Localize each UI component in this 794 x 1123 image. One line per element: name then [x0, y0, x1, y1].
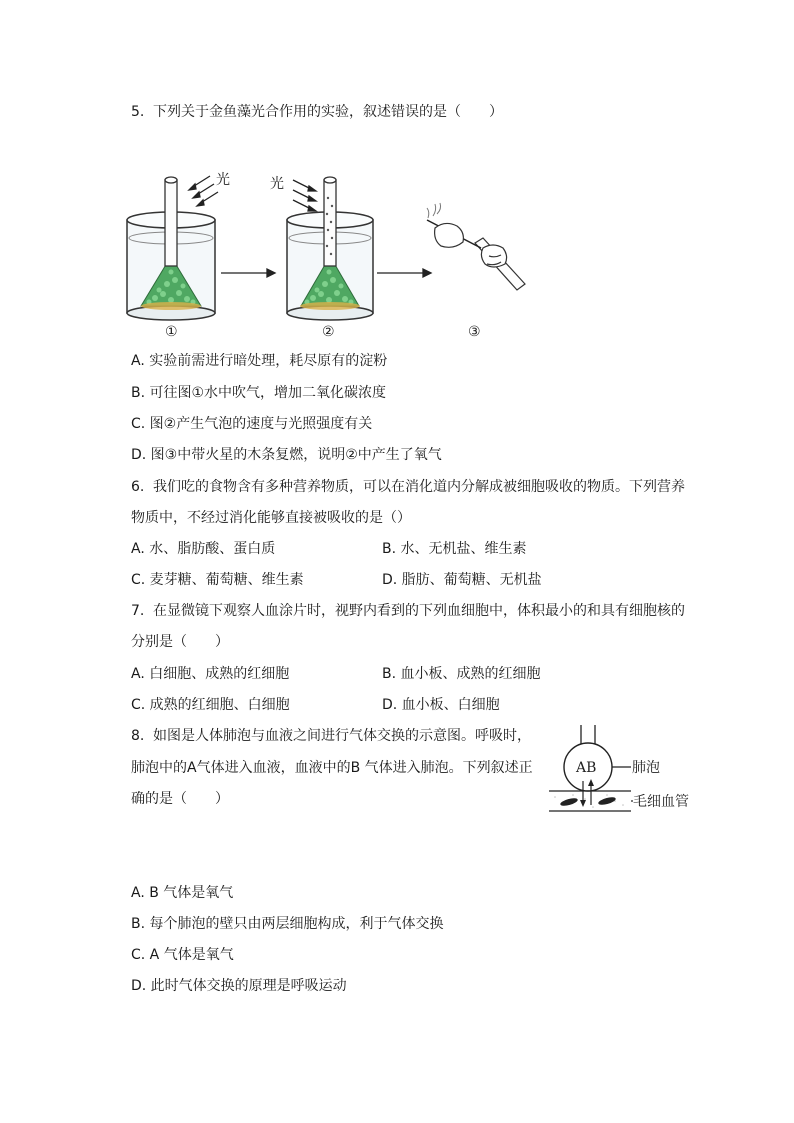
- q5-option-a: A. 实验前需进行暗处理，耗尽原有的淀粉: [131, 353, 388, 369]
- light-label-1: 光: [216, 172, 230, 188]
- q6-option-d: D. 脂肪、葡萄糖、无机盐: [382, 572, 542, 588]
- q8-option-d: D. 此时气体交换的原理是呼吸运动: [131, 978, 347, 994]
- q5-option-b: B. 可往图①水中吹气，增加二氧化碳浓度: [131, 385, 387, 401]
- q8-stem-line3: 确的是（ ）: [131, 791, 229, 807]
- q7-option-c: C. 成熟的红细胞、白细胞: [131, 697, 290, 713]
- capillary-label: 毛细血管: [633, 794, 689, 810]
- q6-option-c: C. 麦芽糖、葡萄糖、维生素: [131, 572, 304, 588]
- q6-stem-line1: [131, 477, 685, 497]
- light-arrows-1: [189, 176, 218, 206]
- q8-option-a: A. B 气体是氧气: [131, 885, 234, 901]
- splint-test-illustration: [427, 203, 525, 290]
- light-arrows-2: [293, 180, 316, 211]
- step-label-1: ①: [165, 324, 178, 340]
- q5-photosynthesis-figure: [115, 168, 535, 343]
- arrow-step-1-2: [221, 269, 275, 277]
- beaker-1: [127, 177, 215, 320]
- red-blood-cell-2: [598, 796, 617, 806]
- q6-stem-line2: 物质中，不经过消化能够直接被吸收的是（）: [131, 510, 411, 526]
- q8-stem-text-1: 如图是人体肺泡与血液之间进行气体交换的示意图。呼吸时，: [153, 728, 531, 744]
- q7-stem-line1: [131, 601, 685, 621]
- q8-number: 8.: [131, 728, 145, 744]
- alveolus-label: 肺泡: [632, 760, 660, 776]
- q7-stem-text-1: 在显微镜下观察人血涂片时，视野内看到的下列血细胞中，体积最小的和具有细胞核的: [153, 603, 685, 619]
- q8-option-b: B. 每个肺泡的壁只由两层细胞构成，利于气体交换: [131, 916, 444, 932]
- step-label-3: ③: [468, 324, 481, 340]
- light-label-2: 光: [270, 176, 284, 192]
- arrow-step-2-3: [377, 269, 431, 277]
- q5-option-c: C. 图②产生气泡的速度与光照强度有关: [131, 416, 373, 432]
- q7-option-d: D. 血小板、白细胞: [382, 697, 500, 713]
- q5-stem: [131, 102, 503, 122]
- q5-number: 5.: [131, 104, 145, 120]
- q6-option-b: B. 水、无机盐、维生素: [382, 541, 527, 557]
- q6-number: 6.: [131, 479, 145, 495]
- q7-stem-line2: 分别是（ ）: [131, 634, 229, 650]
- q8-stem-line1: [131, 726, 531, 746]
- alveolus-text: AB: [576, 760, 597, 776]
- q5-stem-text: 下列关于金鱼藻光合作用的实验，叙述错误的是（ ）: [153, 104, 503, 120]
- red-blood-cell-1: [560, 797, 579, 807]
- q5-option-d: D. 图③中带火星的木条复燃，说明②中产生了氧气: [131, 447, 442, 463]
- step-label-2: ②: [322, 324, 335, 340]
- q6-option-a: A. 水、脂肪酸、蛋白质: [131, 541, 276, 557]
- photosynthesis-apparatus-illustration: [115, 168, 535, 343]
- q7-option-b: B. 血小板、成熟的红细胞: [382, 666, 541, 682]
- q7-option-a: A. 白细胞、成熟的红细胞: [131, 666, 290, 682]
- beaker-2: [287, 177, 373, 320]
- q7-number: 7.: [131, 603, 145, 619]
- q8-option-c: C. A 气体是氧气: [131, 947, 234, 963]
- alveolus-capillary-diagram: [545, 725, 715, 817]
- q6-stem-text-1: 我们吃的食物含有多种营养物质，可以在消化道内分解成被细胞吸收的物质。下列营养: [153, 479, 685, 495]
- q8-alveolus-figure: [545, 725, 715, 817]
- q8-stem-line2: 肺泡中的A气体进入血液，血液中的B 气体进入肺泡。下列叙述正: [131, 760, 533, 776]
